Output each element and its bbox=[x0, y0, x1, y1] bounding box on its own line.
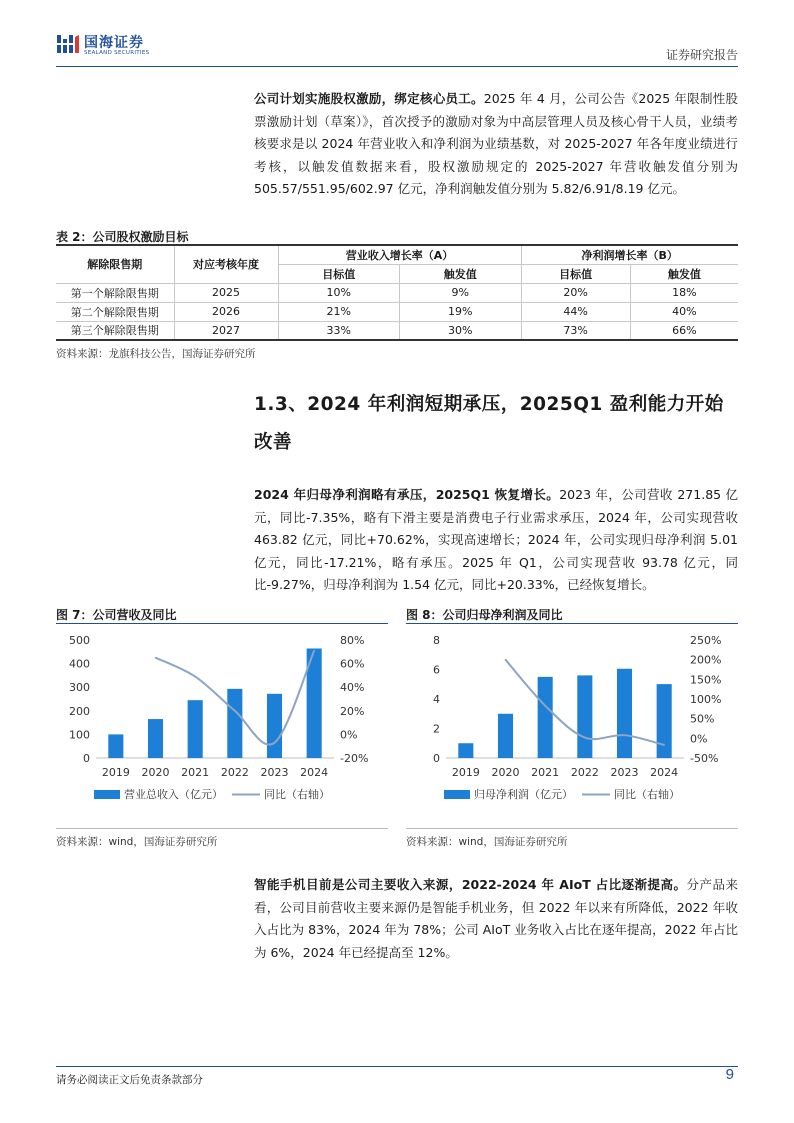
y-tick-label: 100 bbox=[69, 728, 90, 742]
y2-tick-label: 20% bbox=[340, 704, 365, 718]
figure-7-source-rule bbox=[56, 828, 388, 829]
x-tick-label: 2020 bbox=[141, 766, 170, 779]
report-type-label: 证券研究报告 bbox=[665, 48, 738, 62]
figure-7-title-rule bbox=[56, 623, 388, 624]
logo-text-cn: 国海证券 bbox=[84, 35, 144, 51]
paragraph-product-mix bbox=[254, 874, 738, 964]
y2-tick-label: -50% bbox=[690, 752, 719, 765]
x-tick-label: 2022 bbox=[570, 766, 599, 779]
y-tick-label: 200 bbox=[69, 704, 90, 718]
yoy-point bbox=[313, 650, 315, 652]
bar bbox=[538, 677, 553, 758]
y2-tick-label: -20% bbox=[340, 752, 369, 765]
figure-8-source-rule bbox=[406, 828, 738, 829]
disclaimer-text: 请务必阅读正文后免责条款部分 bbox=[56, 1074, 203, 1086]
y-tick-label: 300 bbox=[69, 681, 90, 695]
logo-mark-icon bbox=[56, 32, 80, 56]
logo-text-en: SEALAND SECURITIES bbox=[84, 50, 150, 56]
yoy-point bbox=[624, 734, 626, 736]
bar bbox=[498, 714, 513, 758]
bar bbox=[188, 700, 203, 758]
yoy-point bbox=[194, 676, 196, 678]
y-tick-label: 8 bbox=[433, 634, 440, 647]
revenue-chart bbox=[56, 628, 388, 818]
x-tick-label: 2021 bbox=[181, 766, 210, 779]
y2-tick-label: 250% bbox=[690, 634, 722, 647]
header-divider bbox=[56, 66, 738, 67]
figure-8-title-rule bbox=[406, 623, 738, 624]
cell-year: 2027 bbox=[174, 321, 278, 340]
x-tick-label: 2023 bbox=[260, 766, 289, 779]
header-np-trigger: 触发值 bbox=[630, 264, 738, 283]
cell-rev-target: 21% bbox=[278, 302, 399, 321]
legend-line-label: 同比（右轴） bbox=[614, 788, 680, 801]
paragraph-lead: 智能手机目前是公司主要收入来源，2022-2024 年 AIoT 占比逐渐提高。 bbox=[254, 877, 687, 892]
page-number: 9 bbox=[725, 1066, 734, 1083]
bar bbox=[657, 684, 672, 758]
figure-7-source: 资料来源：wind，国海证券研究所 bbox=[56, 836, 218, 848]
y-tick-label: 0 bbox=[83, 752, 90, 765]
bar bbox=[148, 719, 163, 758]
cell-rev-trigger: 19% bbox=[399, 302, 521, 321]
legend-bar-swatch bbox=[444, 790, 470, 799]
legend-bar-label: 归母净利润（亿元） bbox=[474, 788, 573, 801]
bar bbox=[108, 734, 123, 758]
x-tick-label: 2024 bbox=[300, 766, 329, 779]
y-tick-label: 2 bbox=[433, 722, 440, 736]
header-profit-growth: 净利润增长率（B） bbox=[521, 245, 738, 264]
bar bbox=[617, 669, 632, 758]
x-tick-label: 2024 bbox=[650, 766, 679, 779]
footer-divider bbox=[56, 1066, 738, 1067]
y2-tick-label: 50% bbox=[690, 712, 715, 726]
x-tick-label: 2021 bbox=[531, 766, 560, 779]
header-rev-trigger: 触发值 bbox=[399, 264, 521, 283]
cell-rev-trigger: 9% bbox=[399, 283, 521, 302]
bar bbox=[458, 743, 473, 758]
y-tick-label: 0 bbox=[433, 752, 440, 765]
y-tick-label: 500 bbox=[69, 634, 90, 647]
y-tick-label: 400 bbox=[69, 657, 90, 671]
y2-tick-label: 100% bbox=[690, 693, 722, 706]
x-tick-label: 2022 bbox=[220, 766, 249, 779]
cell-rev-target: 33% bbox=[278, 321, 399, 340]
paragraph-body: 分产品来看，公司目前营收主要来源仍是智能手机业务，但 2022 年以来有所降低，2022 年收入占比为 83%，2024 年为 78%；公司 AIoT 业务收入占比在逐年提高，2022 年占比为 6%，2024 年已经提高至 12%。 bbox=[254, 877, 738, 960]
yoy-point bbox=[234, 710, 236, 712]
figure-8-title: 图 8：公司归母净利润及同比 bbox=[406, 608, 563, 622]
cell-period: 第一个解除限售期 bbox=[56, 283, 174, 302]
y-tick-label: 6 bbox=[433, 663, 440, 677]
paragraph-body: 2023 年，公司营收 271.85 亿元，同比-7.35%，略有下滑主要是消费电子行业需求承压，2024 年，公司实现营收 463.82 亿元，同比+70.62%，实现高速增长；2024 年，公司实现归母净利润 5.01 亿元，同比-17.21%，略有承压。2025 年 Q1，公司实现营收 93.78 亿元，同比-9.27%，归母净利润为 1.54 亿元，同比+20.33%，已经恢复增长。 bbox=[254, 487, 738, 592]
header-period: 解除限售期 bbox=[56, 245, 174, 283]
yoy-point bbox=[274, 742, 276, 744]
table-row bbox=[56, 283, 738, 302]
section-heading: 1.3、2024 年利润短期承压，2025Q1 盈利能力开始改善 bbox=[254, 394, 724, 453]
bar bbox=[267, 694, 282, 758]
paragraph-lead: 2024 年归母净利润略有承压，2025Q1 恢复增长。 bbox=[254, 487, 560, 502]
net-profit-chart bbox=[406, 628, 738, 818]
table-row bbox=[56, 321, 738, 340]
yoy-point bbox=[584, 737, 586, 739]
paragraph-lead: 公司计划实施股权激励，绑定核心员工。 bbox=[254, 91, 484, 106]
table-source: 资料来源：龙旗科技公告，国海证券研究所 bbox=[56, 348, 256, 360]
cell-np-target: 20% bbox=[521, 283, 630, 302]
legend-line-label: 同比（右轴） bbox=[264, 788, 330, 801]
header-revenue-growth: 营业收入增长率（A） bbox=[278, 245, 521, 264]
paragraph-body: 2025 年 4 月，公司公告《2025 年限制性股票激励计划（草案）》，首次授予的激励对象为中高层管理人员及核心骨干人员，业绩考核要求是以 2024 年营业收入和净利润为业绩基数，对 2025-2027 年各年度业绩进行考核，以触发值数据来看，股权激励规定的 2025-2027 年营收触发值分别为 505.57/551.95/602.97 亿元，净利润触发值分别为 5.82/6.91/8.19 亿元。 bbox=[254, 91, 738, 196]
cell-np-trigger: 18% bbox=[630, 283, 738, 302]
cell-np-target: 73% bbox=[521, 321, 630, 340]
company-logo bbox=[56, 30, 186, 60]
y2-tick-label: 40% bbox=[340, 681, 365, 695]
paragraph-equity-incentive bbox=[254, 88, 738, 201]
paragraph-profit-summary bbox=[254, 484, 738, 597]
yoy-point bbox=[155, 657, 157, 659]
y2-tick-label: 200% bbox=[690, 653, 722, 667]
yoy-point bbox=[505, 659, 507, 661]
cell-period: 第二个解除限售期 bbox=[56, 302, 174, 321]
table-row bbox=[56, 302, 738, 321]
bar bbox=[577, 675, 592, 758]
y2-tick-label: 60% bbox=[340, 657, 365, 671]
cell-period: 第三个解除限售期 bbox=[56, 321, 174, 340]
cell-year: 2025 bbox=[174, 283, 278, 302]
y2-tick-label: 80% bbox=[340, 634, 365, 647]
header-year: 对应考核年度 bbox=[174, 245, 278, 283]
figure-8-source: 资料来源：wind，国海证券研究所 bbox=[406, 836, 568, 848]
y2-tick-label: 0% bbox=[340, 728, 358, 742]
bar bbox=[227, 689, 242, 758]
x-tick-label: 2019 bbox=[101, 766, 130, 779]
cell-rev-target: 10% bbox=[278, 283, 399, 302]
y2-tick-label: 0% bbox=[690, 732, 708, 746]
cell-year: 2026 bbox=[174, 302, 278, 321]
header-rev-target: 目标值 bbox=[278, 264, 399, 283]
yoy-point bbox=[663, 744, 665, 746]
legend-bar-swatch bbox=[94, 790, 120, 799]
x-tick-label: 2023 bbox=[610, 766, 639, 779]
y-tick-label: 4 bbox=[433, 693, 440, 706]
cell-np-trigger: 66% bbox=[630, 321, 738, 340]
figure-7-title: 图 7：公司营收及同比 bbox=[56, 608, 177, 622]
yoy-point bbox=[544, 705, 546, 707]
equity-incentive-table bbox=[56, 244, 738, 341]
table-title: 表 2：公司股权激励目标 bbox=[56, 230, 189, 244]
cell-np-trigger: 40% bbox=[630, 302, 738, 321]
y2-tick-label: 150% bbox=[690, 673, 722, 687]
header-np-target: 目标值 bbox=[521, 264, 630, 283]
x-tick-label: 2019 bbox=[451, 766, 480, 779]
legend-bar-label: 营业总收入（亿元） bbox=[124, 788, 223, 801]
x-tick-label: 2020 bbox=[491, 766, 520, 779]
cell-np-target: 44% bbox=[521, 302, 630, 321]
cell-rev-trigger: 30% bbox=[399, 321, 521, 340]
